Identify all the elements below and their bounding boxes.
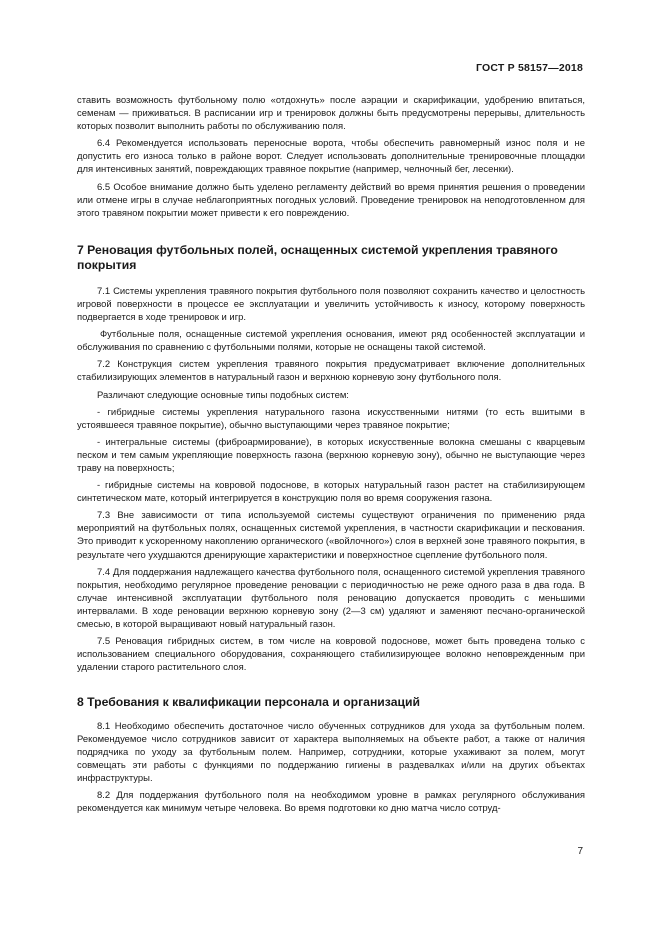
- paragraph-7-1: 7.1 Системы укрепления травяного покрытия футбольного поля позволяют сохранить качество и целостность игровой поверхности в процессе ее эксплуатации и увеличить устойчивость к износу, которому поверхность подвергается в ходе тренировок и игр.: [77, 285, 585, 324]
- paragraph: Различают следующие основные типы подобных систем:: [97, 389, 349, 401]
- paragraph-7-5: 7.5 Реновация гибридных систем, в том числе на ковровой подоснове, может быть проведена только с использованием специального оборудования, сохраняющего стабилизирующее волокно неповрежденным при удалении старого растительного слоя.: [77, 636, 585, 674]
- page-number: 7: [577, 846, 583, 857]
- list-item: - гибридные системы на ковровой подоснове, в которых натуральный газон растет на стабилизирующем синтетическом мате, который интегрируется в конструкцию поля во время сооружения газона.: [77, 480, 585, 505]
- paragraph-7-3: 7.3 Вне зависимости от типа используемой системы существуют ограничения по применению ряда мероприятий на футбольных полях, оснащенных системой укрепления, в частности скарификации и пескования. Это приводит к ускоренному накоплению органического («войлочного») слоя в верхней зоне травяного покрытия, в результате чего ухудшаются дренирующие характеристики и поверхностное сцепление футбольного поля.: [77, 510, 585, 561]
- section-7-heading: 7 Реновация футбольных полей, оснащенных системой укрепления травяного покрытия: [77, 242, 558, 273]
- section-8-heading: 8 Требования к квалификации персонала и организаций: [77, 695, 420, 710]
- document-id-header: ГОСТ Р 58157—2018: [475, 62, 583, 74]
- paragraph-7-4: 7.4 Для поддержания надлежащего качества футбольного поля, оснащенного системой укрепления травяного покрытия, необходимо регулярное проведение реновации с периодичностью не реже одного раза в два года. В случае интенсивной эксплуатации футбольного поля реновацию допускается проводить с меньшими интервалами. В ходе реновации верхнюю корневую зону (2—3 см) удаляют и заменяют песчано-органической смесью, в которой выращивают новый натуральный газон.: [77, 566, 585, 630]
- paragraph: Футбольные поля, оснащенные системой укрепления основания, имеют ряд особенностей эксплуатации и обслуживания по сравнению с футбольными полями, которые не оснащены такой системой.: [77, 329, 585, 354]
- paragraph-7-2: 7.2 Конструкция систем укрепления травяного покрытия предусматривает включение дополнительных стабилизирующих элементов в натуральный газон и верхнюю корневую зону футбольного поля.: [77, 359, 585, 384]
- paragraph-6-4: 6.4 Рекомендуется использовать переносные ворота, чтобы обеспечить равномерный износ поля и не допустить его износа только в районе ворот. Следует использовать дополнительные тренировочные площадки для интенсивных занятий, повреждающих травяное покрытие (например, челночный бег, лесенки).: [77, 138, 585, 176]
- paragraph-8-1: 8.1 Необходимо обеспечить достаточное число обученных сотрудников для ухода за футбольным полем. Рекомендуемое число сотрудников зависит от характера выполняемых на объекте работ, а также от наличия подрядчика по уходу за футбольным полем. Например, сотрудники, которые ухаживают за полем, могут совмещать эти работы с функциями по поддержанию гигиены в раздевалках и/или на других объектах инфраструктуры.: [77, 720, 585, 785]
- paragraph-6-5: 6.5 Особое внимание должно быть уделено регламенту действий во время принятия решения о проведении или отмене игры в случае неблагоприятных погодных условий. Проведение тренировок на неподготовленном для этого травяном покрытии может привести к его повреждению.: [77, 181, 585, 219]
- document-body: [77, 94, 585, 820]
- list-item: - интегральные системы (фиброармирование), в которых искусственные волокна смешаны с кварцевым песком и тем самым укрепляющие поверхность газона (верхнюю корневую зону), обычно не выступающие через траву на поверхность;: [77, 436, 585, 474]
- list-item: - гибридные системы укрепления натурального газона искусственными нитями (то есть вшитыми в устоявшееся травяное покрытие), обычно выступающими через травяное покрытие;: [77, 406, 585, 431]
- paragraph: ставить возможность футбольному полю «отдохнуть» после аэрации и скарификации, удобрению впитаться, семенам — приживаться. В расписании игр и тренировок должны быть предусмотрены перерывы, длительность которых позволит выполнить работы по обслуживанию поля.: [77, 95, 585, 133]
- paragraph-8-2: 8.2 Для поддержания футбольного поля на необходимом уровне в рамках регулярного обслуживания рекомендуется как минимум четыре человека. Во время подготовки ко дню матча число сотруд-: [77, 790, 585, 815]
